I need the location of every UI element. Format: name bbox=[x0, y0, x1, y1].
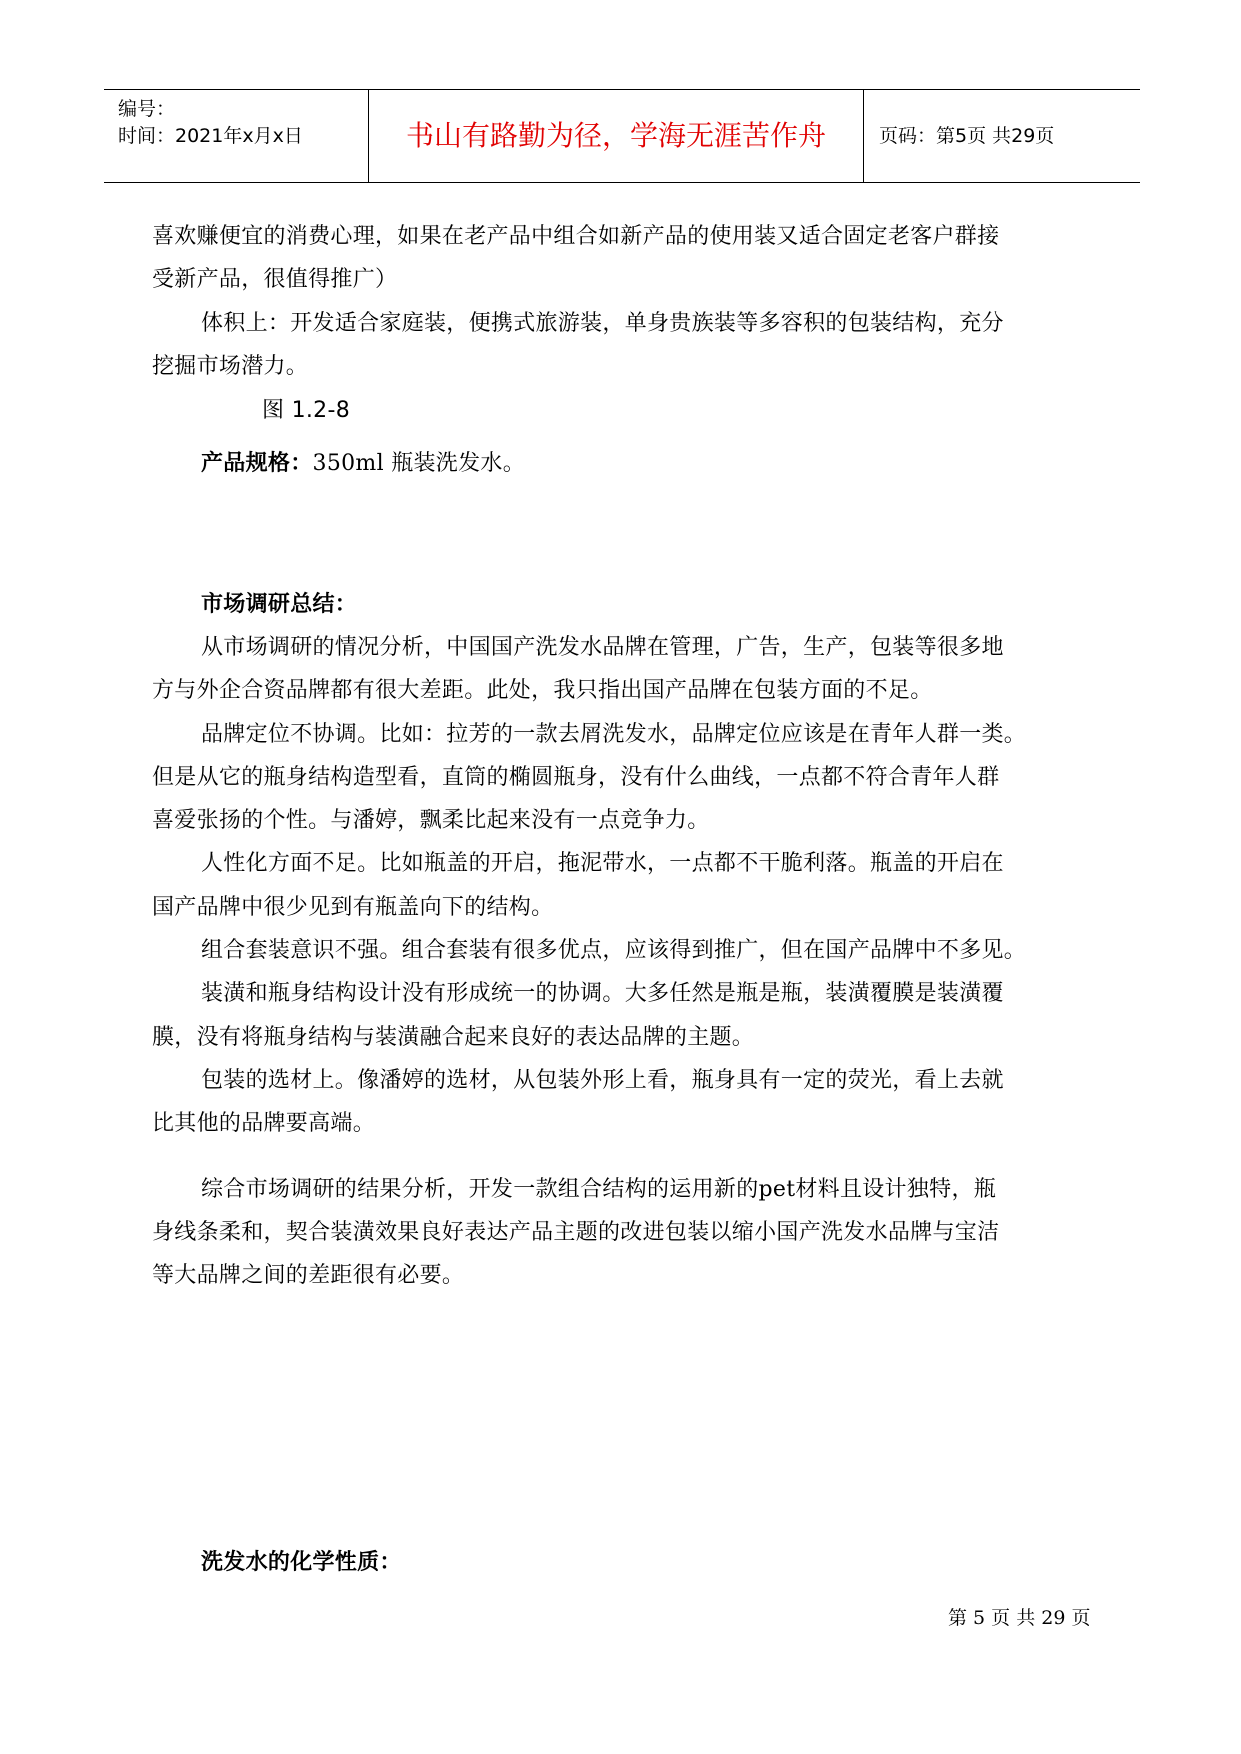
section-heading-chemistry: 洗发水的化学性质： bbox=[201, 1549, 402, 1575]
paragraph-line: 挖掘市场潜力。 bbox=[152, 354, 309, 379]
product-spec-label: 产品规格： bbox=[201, 450, 313, 476]
page-header bbox=[104, 89, 1140, 183]
figure-caption: 图 1.2-8 bbox=[262, 398, 351, 423]
paragraph-line: 从市场调研的情况分析，中国国产洗发水品牌在管理，广告，生产，包装等很多地 bbox=[201, 635, 1004, 660]
paragraph-line: 身线条柔和，契合装潢效果良好表达产品主题的改进包装以缩小国产洗发水品牌与宝洁 bbox=[152, 1220, 1000, 1245]
product-spec-line bbox=[201, 442, 525, 485]
header-motto: 书山有路勤为径，学海无涯苦作舟 bbox=[369, 90, 864, 182]
paragraph-line: 方与外企合资品牌都有很大差距。此处，我只指出国产品牌在包装方面的不足。 bbox=[152, 678, 933, 703]
paragraph-line: 人性化方面不足。比如瓶盖的开启，拖泥带水，一点都不干脆利落。瓶盖的开启在 bbox=[201, 851, 1004, 876]
paragraph-line: 包装的选材上。像潘婷的选材，从包装外形上看，瓶身具有一定的荧光，看上去就 bbox=[201, 1068, 1004, 1093]
footer-page-number: 第 5 页 共 29 页 bbox=[948, 1607, 1091, 1629]
paragraph-line: 国产品牌中很少见到有瓶盖向下的结构。 bbox=[152, 895, 554, 920]
paragraph-line: 但是从它的瓶身结构造型看，直筒的椭圆瓶身，没有什么曲线，一点都不符合青年人群 bbox=[152, 765, 1000, 790]
paragraph-line: 品牌定位不协调。比如：拉芳的一款去屑洗发水，品牌定位应该是在青年人群一类。 bbox=[201, 722, 1027, 747]
paragraph-line: 受新产品，很值得推广） bbox=[152, 267, 398, 292]
paragraph-line: 等大品牌之间的差距很有必要。 bbox=[152, 1263, 465, 1288]
paragraph-line: 喜欢赚便宜的消费心理，如果在老产品中组合如新产品的使用装又适合固定老客户群接 bbox=[152, 224, 1000, 249]
paragraph-line: 喜爱张扬的个性。与潘婷，飘柔比起来没有一点竞争力。 bbox=[152, 808, 710, 833]
header-meta-cell bbox=[104, 90, 369, 182]
document-time-label: 时间：2021年x月x日 bbox=[118, 125, 303, 147]
paragraph-line: 膜，没有将瓶身结构与装潢融合起来良好的表达品牌的主题。 bbox=[152, 1025, 755, 1050]
paragraph-line: 组合套装意识不强。组合套装有很多优点，应该得到推广，但在国产品牌中不多见。 bbox=[201, 938, 1027, 963]
paragraph-line: 装潢和瓶身结构设计没有形成统一的协调。大多任然是瓶是瓶，装潢覆膜是装潢覆 bbox=[201, 981, 1004, 1006]
header-page-number: 页码：第5页 共29页 bbox=[879, 125, 1055, 147]
document-number-label: 编号： bbox=[118, 98, 176, 120]
product-spec-value: 350ml 瓶装洗发水。 bbox=[312, 451, 525, 476]
paragraph-line: 比其他的品牌要高端。 bbox=[152, 1111, 376, 1136]
section-heading-summary: 市场调研总结： bbox=[201, 591, 358, 617]
paragraph-line: 综合市场调研的结果分析，开发一款组合结构的运用新的pet材料且设计独特，瓶 bbox=[201, 1177, 997, 1202]
paragraph-line: 体积上：开发适合家庭装，便携式旅游装，单身贵族装等多容积的包装结构，充分 bbox=[201, 311, 1004, 336]
